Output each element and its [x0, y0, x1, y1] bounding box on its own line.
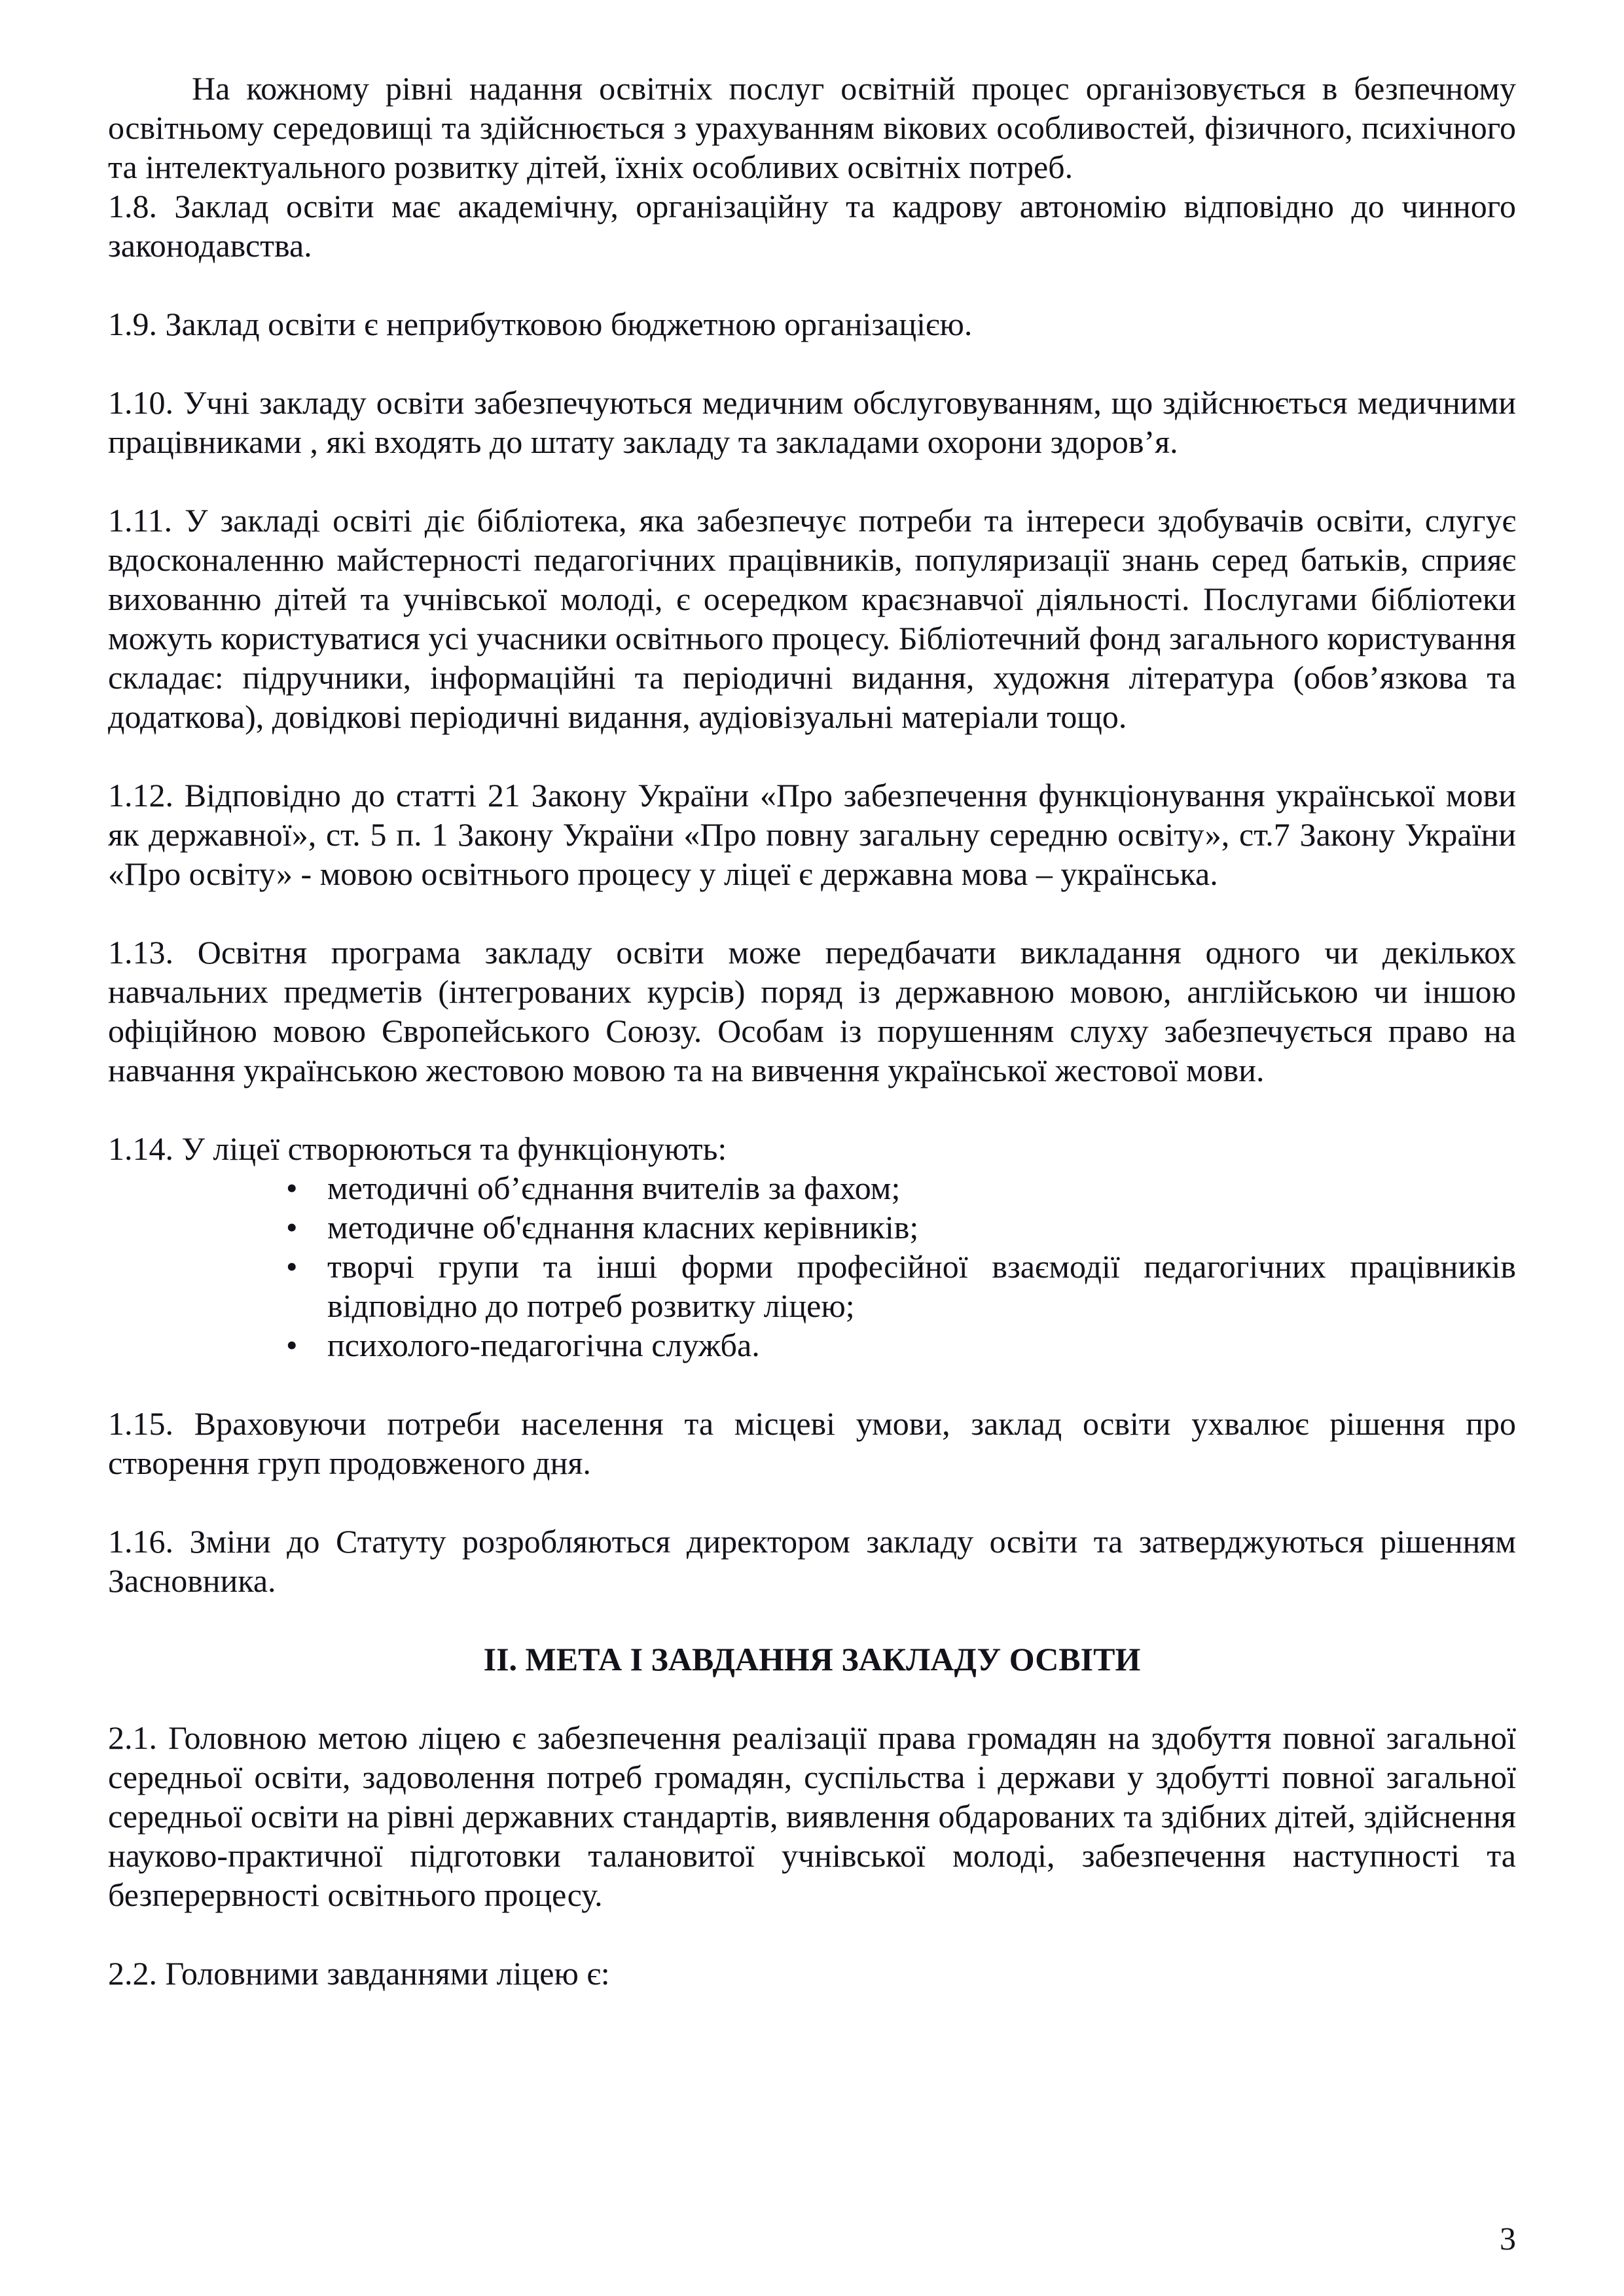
bullet-icon: • — [286, 1248, 298, 1285]
bullet-icon: • — [286, 1170, 298, 1206]
list-item — [108, 1208, 1516, 1247]
list-item-text: методичні об’єднання вчителів за фахом; — [327, 1170, 901, 1206]
bullet-icon: • — [286, 1209, 298, 1246]
paragraph-1-13: 1.13. Освітня програма закладу освіти може передбачати викладання одного чи декількох навчальних предметів (інтегрованих курсів) поряд із державною мовою, англійською чи іншою офіційною мовою Європейського Союзу. Особам із порушенням слуху забезпечується право на навчання українською жестовою мовою та на вивчення української жестової мови. — [108, 934, 1516, 1088]
list-item — [108, 1325, 1516, 1365]
page-number: 3 — [1500, 2220, 1516, 2257]
list-1-14 — [108, 1168, 1516, 1365]
paragraph-1-8: 1.8. Заклад освіти має академічну, організаційну та кадрову автономію відповідно до чинного законодавства. — [108, 188, 1516, 264]
list-item — [108, 1247, 1516, 1325]
paragraph-2-2: 2.2. Головними завданнями ліцею є: — [108, 1955, 610, 1992]
paragraph-intro: На кожному рівні надання освітніх послуг освітній процес організовується в безпечному освітньому середовищі та здійснюється з урахуванням вікових особливостей, фізичного, психічного та інтелектуального розвитку дітей, їхніх особливих освітніх потреб. — [108, 70, 1516, 185]
list-item-text: творчі групи та інші форми професійної взаємодії педагогічних працівників відповідно до потреб розвитку ліцею; — [327, 1248, 1516, 1324]
paragraph-1-9: 1.9. Заклад освіти є неприбутковою бюджетною організацією. — [108, 306, 973, 342]
paragraph-1-12: 1.12. Відповідно до статті 21 Закону України «Про забезпечення функціонування української мови як державної», ст. 5 п. 1 Закону України «Про повну загальну середню освіту», ст.7 Закону України «Про освіту» - мовою освітнього процесу у ліцеї є державна мова – українська. — [108, 777, 1516, 892]
paragraph-1-14: 1.14. У ліцеї створюються та функціонують: — [108, 1130, 727, 1167]
paragraph-1-11: 1.11. У закладі освіті діє бібліотека, яка забезпечує потреби та інтереси здобувачів освіти, слугує вдосконаленню майстерності педагогічних працівників, популяризації знань серед батьків, сприяє вихованню дітей та учнівської молоді, є осередком краєзнавчої діяльності. Послугами бібліотеки можуть користуватися усі учасники освітнього процесу. Бібліотечний фонд загального користування складає: підручники, інформаційні та періодичні видання, художня література (обов’язкова та додаткова), довідкові періодичні видання, аудіовізуальні матеріали тощо. — [108, 502, 1516, 735]
list-item-text: методичне об'єднання класних керівників; — [327, 1209, 919, 1246]
paragraph-1-10: 1.10. Учні закладу освіти забезпечуються медичним обслуговуванням, що здійснюється медичними працівниками , які входять до штату закладу та закладами охорони здоров’я. — [108, 384, 1516, 460]
paragraph-1-16: 1.16. Зміни до Статуту розробляються директором закладу освіти та затверджуються рішенням Засновника. — [108, 1523, 1516, 1599]
paragraph-2-1: 2.1. Головною метою ліцею є забезпечення реалізації права громадян на здобуття повної загальної середньої освіти, задоволення потреб громадян, суспільства і держави у здобутті повної загальної середньої освіти на рівні державних стандартів, виявлення обдарованих та здібних дітей, здійснення науково-практичної підготовки талановитої учнівської молоді, забезпечення наступності та безперервності освітнього процесу. — [108, 1719, 1516, 1913]
bullet-icon: • — [286, 1327, 298, 1363]
paragraph-1-15: 1.15. Враховуючи потреби населення та місцеві умови, заклад освіти ухвалює рішення про створення груп продовженого дня. — [108, 1405, 1516, 1481]
list-item — [108, 1168, 1516, 1208]
list-item-text: психолого-педагогічна служба. — [327, 1327, 760, 1363]
section-heading: ІІ. МЕТА І ЗАВДАННЯ ЗАКЛАДУ ОСВІТИ — [483, 1641, 1141, 1677]
